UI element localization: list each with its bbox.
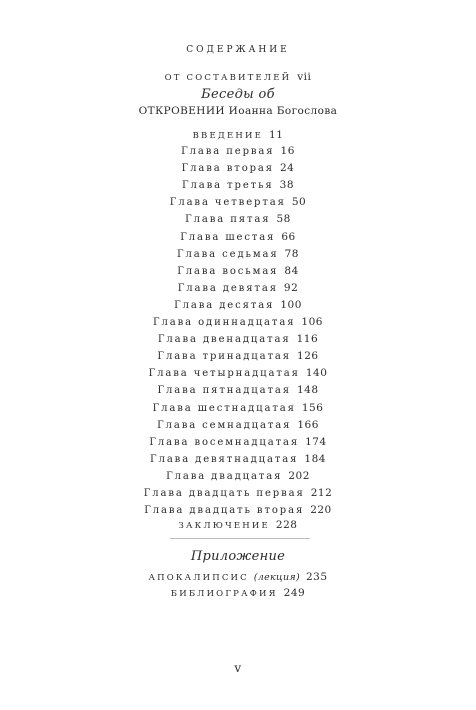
appendix-title: Приложение xyxy=(190,549,286,564)
toc-entry-chapter xyxy=(0,249,476,260)
toc-entry-label: Глава одиннадцатая xyxy=(153,317,296,328)
toc-entry-label: Глава десятая xyxy=(174,299,275,311)
toc-entry-page: 220 xyxy=(310,504,332,517)
toc-entry-label: Глава двадцать вторая xyxy=(144,505,305,517)
toc-entry-chapter xyxy=(0,146,476,157)
toc-entry-label: Глава двадцать первая xyxy=(143,488,305,499)
toc-entry-label: БИБЛИОГРАФИЯ xyxy=(170,589,278,599)
toc-entry-chapter xyxy=(0,197,476,208)
toc-entry-label: Глава восемнадцатая xyxy=(149,436,300,448)
toc-entry-label: ЗАКЛЮЧЕНИЕ xyxy=(178,521,270,531)
toc-entry-label: Глава четырнадцатая xyxy=(148,368,300,380)
toc-entry-chapter xyxy=(0,300,476,311)
toc-entry-label: Глава двадцатая xyxy=(166,470,283,482)
toc-entry-page: 235 xyxy=(305,571,328,583)
toc-entry-chapter xyxy=(0,180,476,191)
toc-entry-chapter xyxy=(0,385,476,396)
toc-entry-page: 184 xyxy=(304,452,326,465)
toc-entry-chapter xyxy=(0,351,476,362)
toc-entry-chapter xyxy=(0,454,476,465)
toc-entry-from-compilers xyxy=(0,72,476,83)
toc-entry-page: 156 xyxy=(301,401,324,414)
toc-entry-chapter xyxy=(0,214,476,225)
toc-entry-page: 106 xyxy=(301,316,323,328)
toc-entry-page: 92 xyxy=(283,281,299,294)
toc-entry-intro xyxy=(0,130,476,141)
toc-entry-page: 11 xyxy=(269,129,284,141)
toc-entry-chapter xyxy=(0,368,476,379)
toc-entry-page: 126 xyxy=(297,350,319,363)
toc-entry-label: Глава девятнадцатая xyxy=(150,453,299,465)
page-folio: v xyxy=(234,661,242,675)
toc-entry-label: Глава вторая xyxy=(181,163,274,175)
toc-entry-chapter xyxy=(0,283,476,294)
toc-entry-label: Глава пятая xyxy=(185,214,271,226)
toc-entry-chapter xyxy=(0,505,476,516)
toc-entry-page: 16 xyxy=(280,145,295,157)
section-divider xyxy=(170,538,310,539)
toc-title: СОДЕРЖАНИЕ xyxy=(186,45,290,55)
toc-entry-page: 228 xyxy=(275,519,298,531)
toc-entry-label: Глава шестнадцатая xyxy=(152,402,296,414)
toc-entry-page: 84 xyxy=(284,264,299,277)
part-subtitle: ОТКРОВЕНИИ Иоанна Богослова xyxy=(138,105,338,117)
toc-entry-page: 66 xyxy=(281,230,296,243)
toc-entry-label: Глава четвертая xyxy=(169,197,286,209)
toc-entry-chapter xyxy=(0,488,476,499)
toc-entry-note: (лекция) xyxy=(253,572,300,583)
toc-entry-page: 249 xyxy=(283,587,306,599)
toc-entry-chapter xyxy=(0,232,476,243)
toc-entry-chapter xyxy=(0,334,476,345)
toc-entry-label: Глава пятнадцатая xyxy=(157,385,291,397)
toc-entry-conclusion xyxy=(0,520,476,531)
toc-entry-label: Глава двенадцатая xyxy=(157,334,291,346)
toc-entry-label: Глава первая xyxy=(181,146,275,157)
toc-entry-chapter xyxy=(0,266,476,277)
toc-entry-page: 140 xyxy=(305,367,328,380)
toc-entry-page: 212 xyxy=(310,487,333,499)
toc-entry-chapter xyxy=(0,437,476,448)
toc-entry-bibliography xyxy=(0,588,476,599)
toc-entry-page: 38 xyxy=(279,179,295,192)
toc-entry-page: 78 xyxy=(284,247,299,260)
part-title: Беседы об xyxy=(201,87,275,102)
toc-entry-label: Глава шестая xyxy=(180,231,276,243)
toc-entry-label: Глава девятая xyxy=(177,282,278,294)
toc-entry-page: 100 xyxy=(280,298,302,311)
toc-entry-chapter xyxy=(0,403,476,414)
toc-entry-label: Глава третья xyxy=(181,180,274,192)
toc-entry-apocalypse xyxy=(0,572,476,583)
toc-entry-label: Глава седьмая xyxy=(177,248,279,260)
toc-entry-page: vii xyxy=(297,71,312,83)
toc-entry-page: 50 xyxy=(291,196,307,209)
toc-entry-chapter xyxy=(0,163,476,174)
toc-entry-page: 58 xyxy=(276,213,291,226)
toc-entry-label: Глава восьмая xyxy=(177,265,279,277)
toc-entry-page: 174 xyxy=(305,435,327,448)
toc-entry-chapter xyxy=(0,420,476,431)
toc-entry-label: ОТ СОСТАВИТЕЛЕЙ xyxy=(164,73,292,83)
toc-entry-chapter xyxy=(0,471,476,482)
toc-entry-label: Глава тринадцатая xyxy=(157,351,292,363)
toc-entry-page: 202 xyxy=(288,469,310,482)
toc-entry-page: 116 xyxy=(296,333,319,346)
toc-entry-chapter xyxy=(0,317,476,328)
toc-entry-label: АПОКАЛИПСИС xyxy=(148,573,249,583)
toc-entry-page: 148 xyxy=(296,384,319,397)
toc-entry-page: 166 xyxy=(297,418,319,431)
toc-entry-label: Глава семнадцатая xyxy=(157,419,292,431)
toc-entry-label: ВВЕДЕНИЕ xyxy=(192,131,264,141)
toc-entry-page: 24 xyxy=(280,162,295,175)
